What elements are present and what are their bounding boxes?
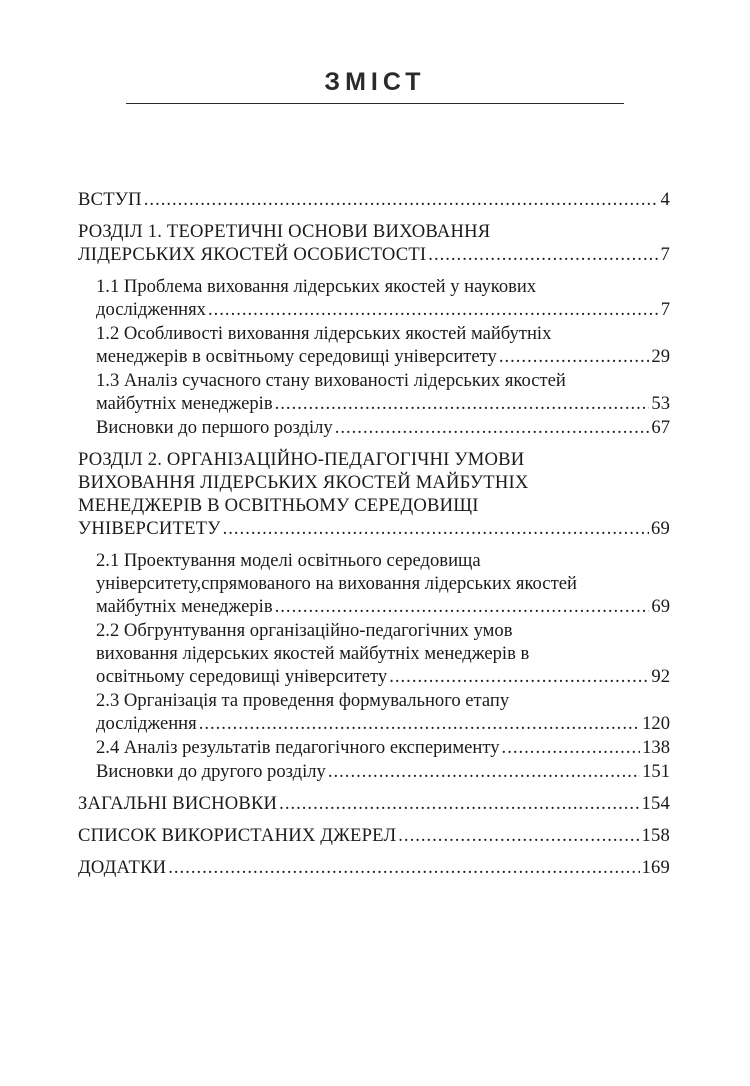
toc-entry-title-line: 1.3 Аналіз сучасного стану вихованості лідерських якостей — [96, 370, 566, 391]
toc-entry-title: 2.4 Аналіз результатів педагогічного експерименту — [96, 737, 500, 758]
dot-leader — [275, 392, 650, 415]
toc-entry-title: майбутніх менеджерів — [96, 393, 273, 414]
dot-leader — [144, 188, 659, 211]
toc-page-number: 67 — [651, 417, 670, 438]
toc-page-number: 151 — [642, 761, 670, 782]
toc-page-number: 69 — [651, 596, 670, 617]
toc-entry-title: менеджерів в освітньому середовищі університету — [96, 346, 497, 367]
toc-entry-section-1-3[interactable] — [96, 369, 670, 415]
toc-entry-section-1-1[interactable] — [96, 275, 670, 321]
toc-entry-conclusions-1[interactable] — [96, 416, 670, 439]
dot-leader — [279, 792, 639, 815]
toc-entry-section-2-4[interactable] — [96, 736, 670, 759]
toc-entry-title-line: 2.3 Організація та проведення формувального етапу — [96, 690, 510, 711]
toc-entry-references[interactable] — [78, 824, 670, 847]
dot-leader — [199, 712, 640, 735]
toc-entry-appendices[interactable] — [78, 856, 670, 879]
toc-page-number: 7 — [660, 244, 670, 265]
toc-entry-title: Висновки до першого розділу — [96, 417, 333, 438]
toc-entry-section-1-2[interactable] — [96, 322, 670, 368]
toc-page-number: 138 — [642, 737, 670, 758]
dot-leader — [389, 665, 649, 688]
toc-page-number: 69 — [651, 518, 670, 539]
toc-entry-title-line: РОЗДІЛ 2. ОРГАНІЗАЦІЙНО-ПЕДАГОГІЧНІ УМОВИ — [78, 449, 525, 470]
toc-entry-title-line: виховання лідерських якостей майбутніх менеджерів в — [96, 643, 530, 664]
toc-entry-title-line: МЕНЕДЖЕРІВ В ОСВІТНЬОМУ СЕРЕДОВИЩІ — [78, 495, 479, 516]
toc-entry-title: ЗАГАЛЬНІ ВИСНОВКИ — [78, 793, 278, 814]
toc-page-number: 29 — [651, 346, 670, 367]
toc-entry-title: освітньому середовищі університету — [96, 666, 388, 687]
dot-leader — [168, 856, 639, 879]
toc-entry-title-line: 2.2 Обгрунтування організаційно-педагогічних умов — [96, 620, 513, 641]
toc-entry-title: УНІВЕРСИТЕТУ — [78, 518, 221, 539]
dot-leader — [398, 824, 639, 847]
toc-entry-title: СПИСОК ВИКОРИСТАНИХ ДЖЕРЕЛ — [78, 825, 397, 846]
dot-leader — [428, 243, 658, 266]
toc-entry-title-line: ВИХОВАННЯ ЛІДЕРСЬКИХ ЯКОСТЕЙ МАЙБУТНІХ — [78, 472, 529, 493]
dot-leader — [499, 345, 650, 368]
page-title: ЗМІСТ — [324, 68, 426, 96]
toc-entry-title-line: 1.1 Проблема виховання лідерських якостей у наукових — [96, 276, 537, 297]
toc-page-number: 169 — [641, 857, 670, 878]
toc-page-number: 158 — [641, 825, 670, 846]
toc-page-number: 4 — [660, 189, 670, 210]
toc-page-number: 7 — [660, 299, 670, 320]
dot-leader — [502, 736, 641, 759]
toc-page-number: 92 — [651, 666, 670, 687]
dot-leader — [335, 416, 650, 439]
toc-entry-title: ВСТУП — [78, 189, 142, 210]
toc-entry-section-2-1[interactable] — [96, 549, 670, 618]
toc-entry-title-line: 1.2 Особливості виховання лідерських якостей майбутніх — [96, 323, 552, 344]
toc-page-number: 53 — [651, 393, 670, 414]
toc-entry-chapter-2[interactable] — [78, 448, 670, 540]
toc-entry-title: дослідженнях — [96, 299, 206, 320]
dot-leader — [208, 298, 659, 321]
toc-entry-title: дослідження — [96, 713, 197, 734]
toc-entry-chapter-1[interactable] — [78, 220, 670, 266]
toc-entry-title: Висновки до другого розділу — [96, 761, 326, 782]
toc-entry-title: майбутніх менеджерів — [96, 596, 273, 617]
table-of-contents — [78, 188, 670, 879]
toc-entry-title-line: університету,спрямованого на виховання лідерських якостей — [96, 573, 577, 594]
dot-leader — [328, 760, 640, 783]
toc-entry-title-line: РОЗДІЛ 1. ТЕОРЕТИЧНІ ОСНОВИ ВИХОВАННЯ — [78, 221, 491, 242]
toc-entry-general-conclusions[interactable] — [78, 792, 670, 815]
toc-entry-conclusions-2[interactable] — [96, 760, 670, 783]
toc-entry-intro[interactable] — [78, 188, 670, 211]
dot-leader — [275, 595, 650, 618]
toc-entry-title: ЛІДЕРСЬКИХ ЯКОСТЕЙ ОСОБИСТОСТІ — [78, 244, 427, 265]
toc-entry-section-2-3[interactable] — [96, 689, 670, 735]
dot-leader — [223, 517, 649, 540]
toc-page-number: 154 — [641, 793, 670, 814]
title-underline — [126, 103, 624, 104]
toc-entry-section-2-2[interactable] — [96, 619, 670, 688]
toc-page-number: 120 — [642, 713, 670, 734]
toc-entry-title: ДОДАТКИ — [78, 857, 167, 878]
toc-entry-title-line: 2.1 Проектування моделі освітнього середовища — [96, 550, 481, 571]
